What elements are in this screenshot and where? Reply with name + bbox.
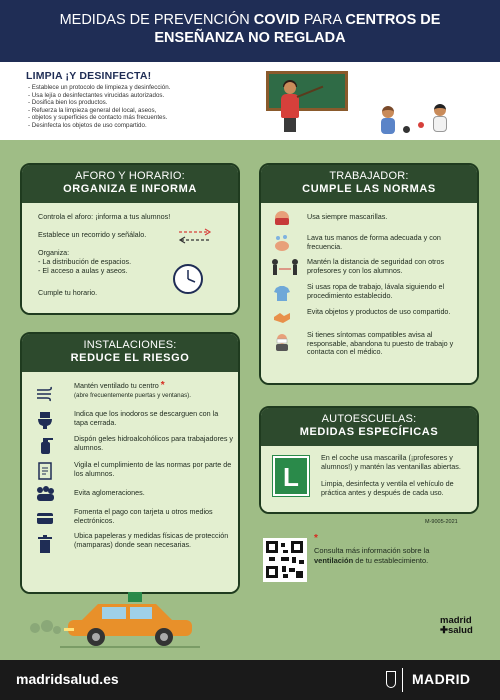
trabajador-item-5: Si tienes síntomas compatibles avisa al responsable, abandona tu puesto de trabajo y contacta con el médico. — [307, 330, 454, 357]
exhaust-icon — [25, 618, 65, 638]
checklist-icon — [36, 462, 54, 480]
trabajador-item-1: Lava tus manos de forma adecuada y con frecuencia. — [307, 233, 441, 251]
instalaciones-item-3: Evita aglomeraciones. — [74, 488, 145, 497]
page-footer — [0, 660, 500, 700]
aforo-org-2: - El acceso a aulas y aseos. — [38, 266, 128, 275]
footer-divider — [402, 668, 403, 692]
document-code: M-9005-2021 — [425, 519, 458, 525]
card-subtitle: CUMPLE LAS NORMAS — [302, 183, 436, 195]
instalaciones-item-1: Dispón geles hidroalcohólicos para trabajadores y alumnos. — [74, 434, 234, 452]
card-subtitle: REDUCE EL RIESGO — [70, 352, 190, 364]
list-item: - Establece un protocolo de limpieza y desinfección. — [28, 84, 208, 92]
qr-code[interactable] — [263, 538, 307, 582]
arrows-icon — [177, 227, 213, 245]
aforo-org-1: - La distribución de espacios. — [38, 257, 132, 266]
card-autoescuelas-header — [261, 408, 477, 446]
teacher-head — [284, 82, 296, 94]
mask-icon — [273, 210, 291, 228]
card-autoescuelas — [259, 406, 479, 514]
sick-person-icon — [273, 333, 291, 351]
learner-plate-icon: L — [273, 456, 309, 496]
instalaciones-item-5: Ubica papeleras y medidas físicas de protección (mamparas) donde sean necesarias. — [74, 531, 229, 549]
trabajador-item-0: Usa siempre mascarillas. — [307, 212, 388, 221]
shirt-icon — [273, 284, 291, 302]
student-body — [433, 116, 447, 132]
clock-icon — [172, 263, 204, 295]
madrid-crest-icon — [386, 671, 396, 688]
driving-school-car-illustration — [60, 590, 200, 652]
trabajador-item-4: Evita objetos y productos de uso compartido. — [307, 307, 451, 316]
trabajador-item-2: Mantén la distancia de seguridad con otros profesores y con los alumnos. — [307, 257, 445, 275]
header-line-1: MEDIDAS DE PREVENCIÓN COVID PARA CENTROS DE — [59, 12, 441, 28]
student-head — [382, 106, 394, 118]
list-item: - Usa lejía o desinfectantes virucidas autorizados. — [28, 92, 208, 100]
aforo-horario: Cumple tu horario. — [38, 288, 98, 297]
toilet-icon — [36, 411, 54, 429]
consult-text: Consulta más información sobre la ventilación de tu establecimiento. — [314, 546, 430, 565]
cleaning-title: LIMPIA ¡Y DESINFECTA! — [26, 70, 152, 82]
gel-dispenser-icon — [36, 436, 54, 454]
card-subtitle: ORGANIZA E INFORMA — [63, 183, 197, 195]
card-title: AUTOESCUELAS: — [321, 413, 417, 425]
autoescuelas-item-1: En el coche usa mascarilla (¡profesores y alumnos!) y mantén las ventanillas abiertas. — [321, 453, 461, 471]
instalaciones-item-2: Vigila el cumplimiento de las normas por parte de los alumnos. — [74, 460, 232, 478]
handshake-icon — [273, 308, 291, 326]
card-aforo-header — [22, 165, 238, 203]
list-item: - Desinfecta los objetos de uso compartido. — [28, 122, 208, 130]
crowd-icon — [36, 485, 54, 503]
card-instalaciones-header — [22, 334, 238, 372]
madrid-salud-logo: madrid ✚salud — [440, 615, 473, 636]
aforo-recorrido: Establece un recorrido y señálalo. — [38, 230, 147, 239]
trabajador-item-3: Si usas ropa de trabajo, lávala siguiendo el procedimiento establecido. — [307, 282, 445, 300]
asterisk-icon: * — [314, 533, 318, 544]
card-title: TRABAJADOR: — [329, 170, 409, 182]
teacher-legs — [284, 118, 296, 132]
card-trabajador — [259, 163, 479, 385]
student-body — [381, 118, 395, 134]
card-title: AFORO Y HORARIO: — [75, 170, 185, 182]
header-line-2: ENSEÑANZA NO REGLADA — [154, 30, 346, 46]
list-item: - objetos y superficies de contacto más frecuentes. — [28, 114, 208, 122]
ventilado-text: Mantén ventilado tu centro — [74, 381, 159, 390]
page-header — [0, 0, 500, 62]
instalaciones-item-0: Indica que los inodoros se descarguen con la tapa cerrada. — [74, 409, 219, 427]
distance-icon — [271, 258, 299, 276]
card-title: INSTALACIONES: — [83, 339, 177, 351]
trash-bin-icon — [36, 535, 54, 553]
student-head — [434, 104, 446, 116]
card-payment-icon — [36, 509, 54, 527]
ventilado-note: (abre frecuentemente puertas y ventanas). — [74, 392, 191, 399]
list-item: - Dosifica bien los productos. — [28, 99, 208, 107]
aforo-control: Controla el aforo: ¡informa a tus alumnos! — [38, 212, 171, 221]
card-aforo — [20, 163, 240, 315]
card-instalaciones — [20, 332, 240, 594]
card-subtitle: MEDIDAS ESPECÍFICAS — [299, 426, 439, 438]
cleaning-list — [28, 84, 208, 130]
ball-icon — [418, 122, 424, 128]
aforo-organiza: Organiza: — [38, 248, 70, 257]
website-link[interactable]: madridsalud.es — [16, 671, 119, 687]
cleaning-panel — [0, 62, 500, 140]
instalaciones-item-4: Fomenta el pago con tarjeta u otros medios electrónicos. — [74, 507, 213, 525]
handwash-icon — [273, 234, 291, 252]
asterisk-icon: * — [160, 380, 165, 391]
card-trabajador-header — [261, 165, 477, 203]
madrid-logo: MADRID — [412, 671, 471, 687]
list-item: - Refuerza la limpieza general del local, aseos, — [28, 107, 208, 115]
ball-icon — [403, 126, 410, 133]
autoescuelas-item-2: Limpia, desinfecta y ventila el vehículo de práctica antes y después de cada uso. — [321, 479, 454, 497]
wind-icon — [36, 384, 54, 402]
